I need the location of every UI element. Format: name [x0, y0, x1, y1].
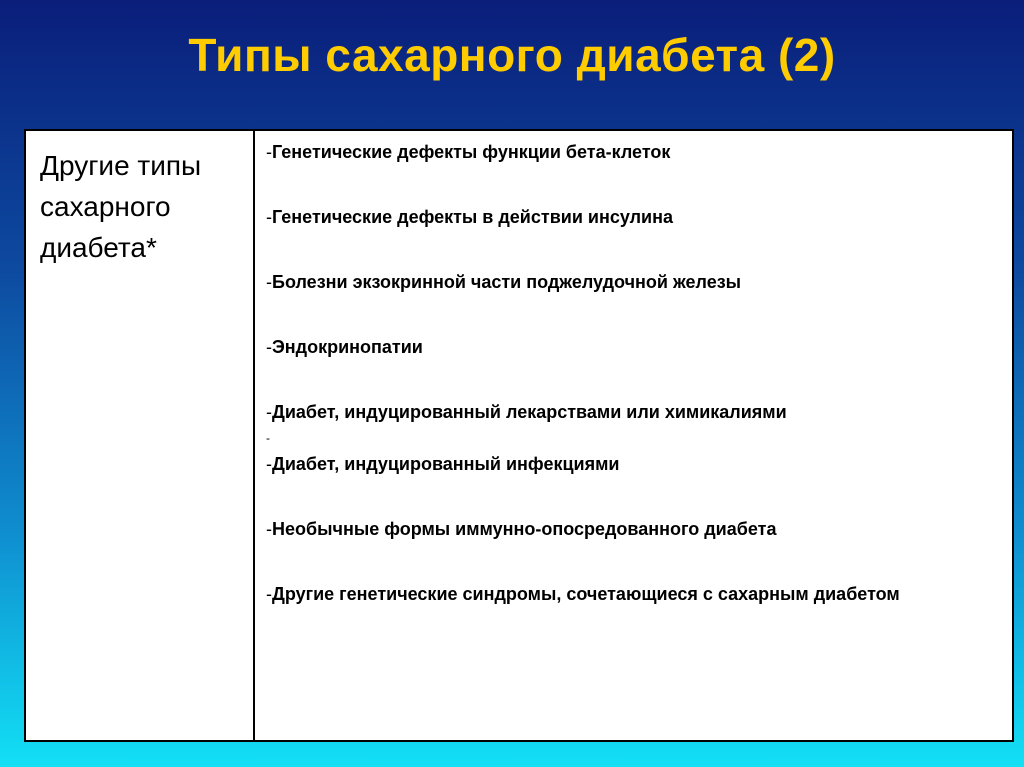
list-item: -Другие генетические синдромы, сочетающиеся с сахарным диабетом [266, 584, 900, 604]
list-item: -Генетические дефекты в действии инсулина [266, 207, 674, 227]
content-table [24, 129, 1014, 742]
list-item: -Эндокринопатии [266, 337, 423, 357]
left-heading: Другие типы сахарного диабета* [40, 150, 202, 263]
right-cell [255, 131, 1012, 740]
separator-dash: - [266, 431, 270, 445]
list-item: -Необычные формы иммунно-опосредованного диабета [266, 519, 777, 539]
list-item: -Генетические дефекты функции бета-клеток [266, 142, 671, 162]
list-item: -Диабет, индуцированный лекарствами или химикалиями [266, 402, 787, 422]
left-cell [26, 131, 255, 740]
list-item: -Диабет, индуцированный инфекциями [266, 454, 620, 474]
slide-title: Типы сахарного диабета (2) [188, 29, 836, 81]
list-item: -Болезни экзокринной части поджелудочной железы [266, 272, 742, 292]
